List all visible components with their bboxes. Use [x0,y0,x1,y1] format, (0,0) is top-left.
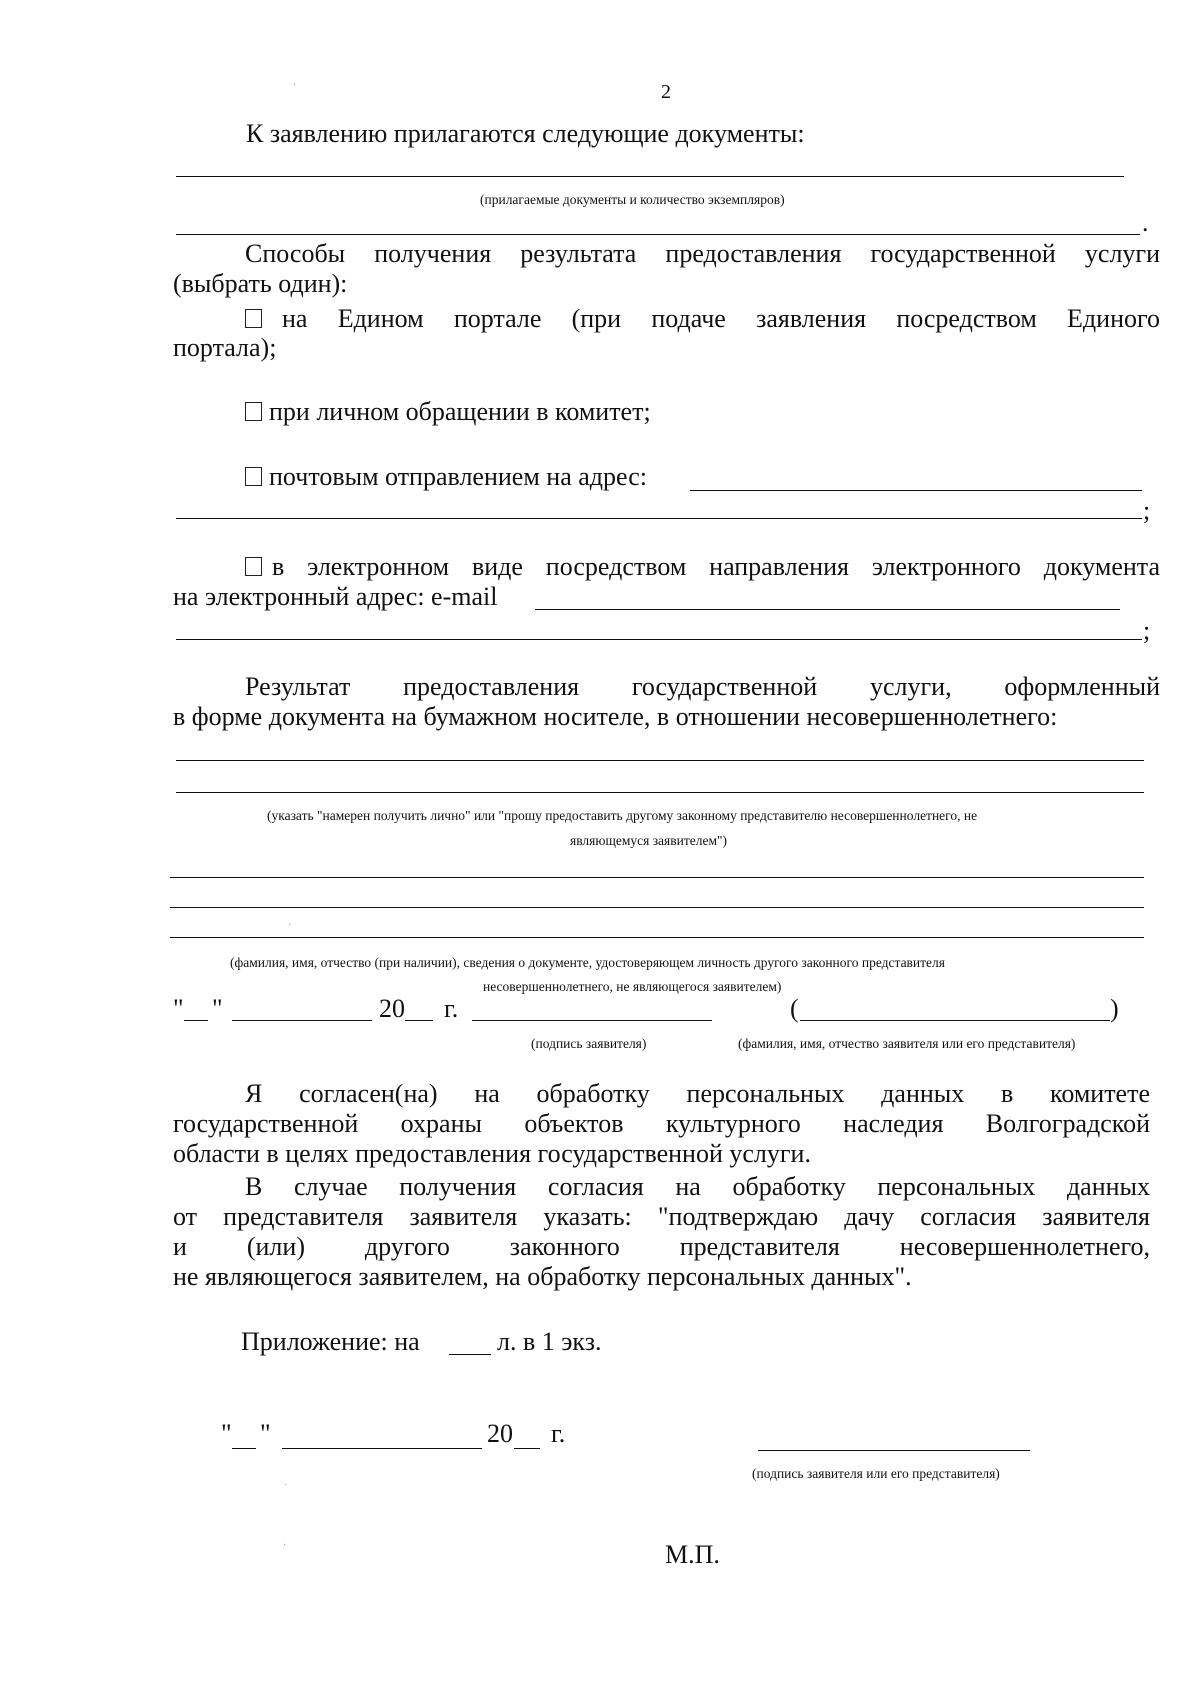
sign1-year-line[interactable] [405,1020,433,1021]
method-email-label-line2: на электронный адрес: e-mail [173,582,498,611]
method-option-portal[interactable] [245,305,269,333]
result-caption1-line2: являющемуся заявителем") [570,833,727,848]
consent-p1-line1: Я согласен(на) на обработку персональных данных в комитете [245,1079,1150,1108]
rep-input-line-2[interactable] [170,907,1144,908]
checkbox-personal[interactable] [245,402,262,421]
attachments-end-dot: . [1142,208,1149,237]
checkbox-email[interactable] [245,557,262,576]
post-address-line-2[interactable] [176,518,1142,519]
result-input-line-1[interactable] [176,760,1144,761]
post-semicolon: ; [1143,496,1151,525]
scan-speck: · [293,80,297,91]
email-input-line[interactable] [535,609,1120,610]
sign2-day-line[interactable] [232,1448,256,1449]
methods-title: Способы получения результата предоставления государственной услуги [245,239,1160,268]
consent-p1-line3: области в целях предоставления государственной услуги. [173,1139,811,1168]
sign1-paren-close: ) [1110,994,1119,1023]
sign1-day-line[interactable] [184,1020,208,1021]
email-input-line-2[interactable] [176,639,1142,640]
appendix-prefix: Приложение: на [241,1327,420,1356]
rep-input-line-3[interactable] [170,937,1144,938]
method-post-label: почтовым отправлением на адрес: [269,462,647,491]
sign1-caption-sign: (подпись заявителя) [531,1036,647,1051]
result-caption2-line2: несовершеннолетнего, не являющегося заявителем) [483,979,782,994]
sign2-caption: (подпись заявителя или его представителя) [752,1466,1000,1481]
consent-p2-line1: В случае получения согласия на обработку персональных данных [245,1172,1150,1201]
method-email-label: в электронном виде посредством направления электронного документа [272,552,1160,581]
attachments-caption: (прилагаемые документы и количество экземпляров) [480,192,785,207]
scan-speck: · [284,1480,288,1491]
consent-p2-line3: и (или) другого законного представителя несовершеннолетнего, [173,1232,1150,1261]
consent-p1-line2: государственной охраны объектов культурного наследия Волгоградской [173,1109,1150,1138]
sign1-signature-line[interactable] [472,1020,712,1021]
sign1-caption-name: (фамилия, имя, отчество заявителя или его представителя) [738,1036,1076,1051]
attachments-input-line-2[interactable] [176,234,1140,235]
consent-p2-line2: от представителя заявителя указать: "подтверждаю дачу согласия заявителя [173,1202,1150,1231]
sign2-year: 20 [487,1419,513,1448]
method-option-email[interactable] [245,553,269,581]
sign2-year-line[interactable] [514,1448,540,1449]
checkbox-portal[interactable] [245,309,262,328]
method-portal-label-line2: портала); [173,333,277,362]
methods-title-line2: (выбрать один): [173,269,348,298]
sign1-quote-open: " [173,994,184,1023]
sign1-name-line[interactable] [800,1020,1110,1021]
consent-p2-line4: не являющегося заявителем, на обработку персональных данных". [173,1262,912,1291]
sign1-month-line[interactable] [232,1020,372,1021]
result-line1: Результат предоставления государственной услуги, оформленный [245,672,1160,701]
post-address-line[interactable] [690,490,1142,491]
result-caption1-line1: (указать "намерен получить лично" или "прошу предоставить другому законному представителю несовершеннолетнего, не [267,808,978,823]
result-caption2-line1: (фамилия, имя, отчество (при наличии), сведения о документе, удостоверяющем личность другого законного представителя [230,955,945,970]
sign1-year-suffix: г. [444,994,459,1023]
sign2-year-suffix: г. [551,1419,566,1448]
page-number: 2 [661,81,671,103]
stamp-placeholder: М.П. [665,1540,720,1569]
method-option-personal[interactable] [245,398,651,426]
sign2-month-line[interactable] [282,1448,482,1449]
appendix-suffix: л. в 1 экз. [497,1327,602,1356]
sign1-quote-close: " [212,994,223,1023]
sign2-signature-line[interactable] [758,1450,1030,1451]
method-personal-label: при личном обращении в комитет; [269,397,651,426]
scan-speck: · [288,920,292,931]
checkbox-post[interactable] [245,467,262,486]
sign2-quote-close: " [260,1419,271,1448]
result-line2: в форме документа на бумажном носителе, в отношении несовершеннолетнего: [173,702,1058,731]
method-portal-label: на Едином портале (при подаче заявления посредством Единого [282,304,1160,333]
scan-speck: · [283,1540,287,1551]
rep-input-line-1[interactable] [170,877,1144,878]
result-input-line-2[interactable] [176,792,1144,793]
attachments-heading: К заявлению прилагаются следующие документы: [246,119,805,148]
email-semicolon: ; [1143,616,1151,645]
sign2-quote-open: " [221,1419,232,1448]
attachments-input-line[interactable] [176,176,1124,177]
appendix-count-line[interactable] [449,1354,491,1355]
sign1-year: 20 [379,994,405,1023]
method-option-post[interactable] [245,463,647,491]
sign1-paren-open: ( [790,994,799,1023]
